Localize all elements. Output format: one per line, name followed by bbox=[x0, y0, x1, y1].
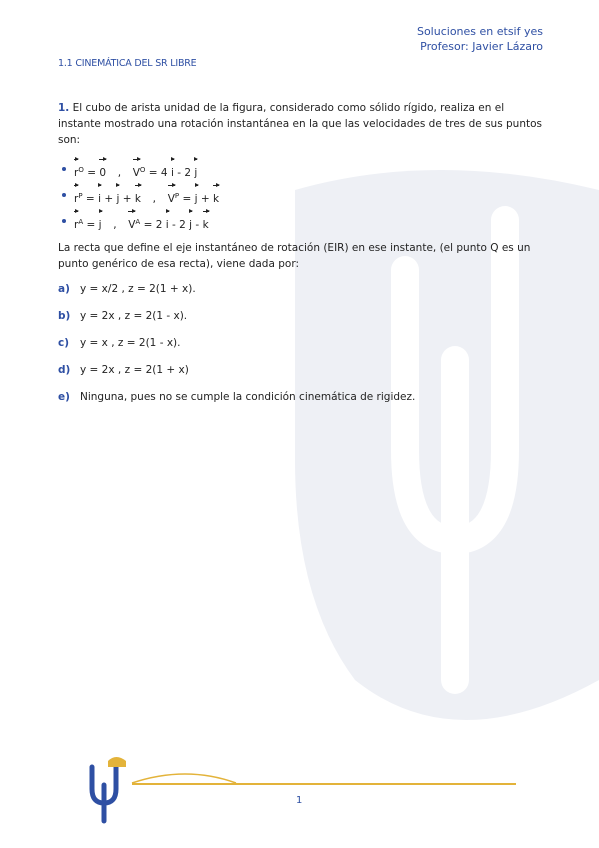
question-intro bbox=[58, 100, 546, 148]
option-d[interactable]: d) y = 2x , z = 2(1 + x) bbox=[58, 364, 189, 376]
vector-item: $r^A = j$ , $V^A = 2$ i - 2 j - k bbox=[74, 208, 546, 234]
vector-list bbox=[58, 156, 546, 234]
question-statement: La recta que define el eje instantáneo de rotación (EIR) en ese instante, (el punto Q es un punto genérico de esa recta), viene dada por: bbox=[58, 242, 531, 270]
page-number: 1 bbox=[296, 795, 303, 806]
bullet-icon bbox=[62, 167, 66, 171]
bullet-icon bbox=[62, 219, 66, 223]
vector-item: $r^O = 0$ , $V^O = 4$ i - 2 j bbox=[74, 156, 546, 182]
section-title: 1.1 CINEMÁTICA DEL SR LIBRE bbox=[58, 58, 197, 69]
options-list bbox=[58, 278, 546, 413]
header-line-2: Profesor: Javier Lázaro bbox=[420, 40, 543, 53]
option-b[interactable]: b) y = 2x , z = 2(1 - x). bbox=[58, 310, 188, 322]
option-a[interactable]: a) y = x/2 , z = 2(1 + x). bbox=[58, 283, 196, 295]
question-intro-text: El cubo de arista unidad de la figura, considerado como sólido rígido, realiza en el instante mostrado una rotación instantánea en la que las velocidades de tres de sus puntos son: bbox=[58, 102, 542, 146]
footer-divider bbox=[132, 783, 516, 785]
question-block bbox=[58, 98, 546, 413]
option-c[interactable]: c) y = x , z = 2(1 - x). bbox=[58, 337, 181, 349]
bullet-icon bbox=[62, 193, 66, 197]
footer-logo-icon bbox=[86, 755, 246, 825]
option-e[interactable]: e) Ninguna, pues no se cumple la condición cinemática de rigidez. bbox=[58, 391, 416, 403]
question-number: 1. bbox=[58, 102, 70, 114]
header-line-1: Soluciones en etsif yes bbox=[416, 25, 543, 38]
header bbox=[417, 24, 543, 54]
vector-item: $r^P = i + j + k$ , $V^P = j + k$ bbox=[74, 182, 546, 208]
